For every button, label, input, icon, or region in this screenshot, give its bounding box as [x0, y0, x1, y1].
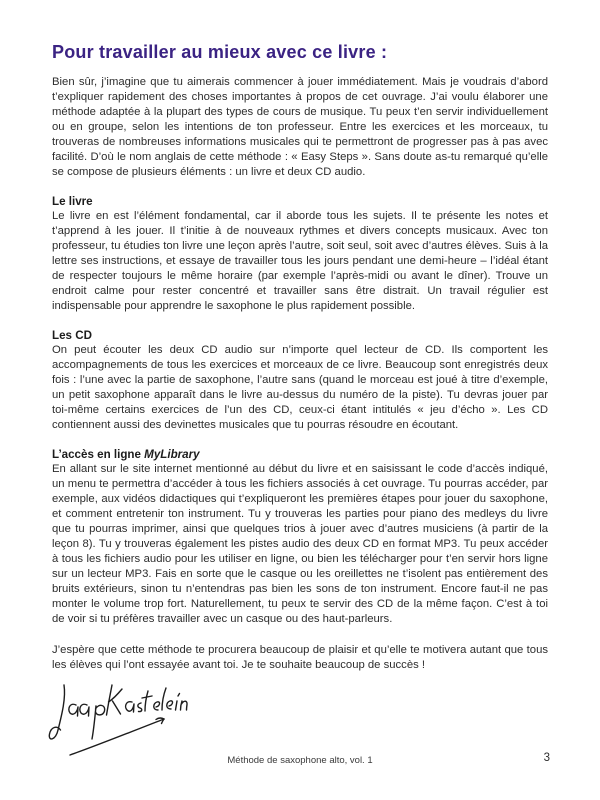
- signature-image: [48, 678, 188, 761]
- footer-book-title: Méthode de saxophone alto, vol. 1: [227, 755, 373, 766]
- section-heading-text: Les CD: [52, 329, 92, 342]
- page-title: Pour travailler au mieux avec ce livre :: [52, 42, 388, 62]
- section-paragraph-acces-en-ligne: En allant sur le site internet mentionné au début du livre et en saisissant le code d’accès indiqué, un menu te permettra d’accéder à tous les fichiers associés à cet ouvrage. Tu pourras accéder, par exemple, aux vidéos didactiques qui t’expliqueront les premières étapes pour jouer du saxophone, et comment entretenir ton instrument. Tu y trouveras les parties pour piano des medleys du livre que tu pourras imprimer, ainsi que quelques trios à jouer avec d’autres musiciens (à partir de la leçon 8). Tu y trouveras également les pistes audio des deux CD en format MP3. Tu peux accéder à tous les fichiers audio pour les utiliser en ligne, ou bien les télécharger pour t’en servir hors ligne sur un lecteur MP3. Fais en sorte que le casque ou les oreillettes ne t’isolent pas entièrement des bruits extérieurs, sinon tu n’entendras pas bien les sons de ton instrument. Encore faut-il ne pas monter le volume trop fort. Naturellement, tu peux te servir des CD de la même façon. C’est à toi de voir si tu préfères travailler avec un casque ou des haut-parleurs.: [52, 463, 548, 625]
- section-heading-italic: MyLibrary: [144, 448, 200, 461]
- author-signature: [48, 678, 188, 761]
- section-paragraph-le-livre: Le livre en est l’élément fondamental, car il aborde tous les sujets. Il te présente les notes et t’apprend à les jouer. Il t’initie à de nouveaux rythmes et divers concepts musicaux. Avec ton professeur, tu étudies ton livre une leçon après l’autre, soit seul, soit avec d’autres élèves. Suis à la lettre ses instructions, et essaye de travailler tous les jours pendant une demi-heure – l’idéal étant de respecter toujours le même horaire (par exemple l’après-midi ou avant le dîner). Trouve un endroit calme pour rester concentré et travailler sans être distrait. Un travail régulier est indispensable pour apprendre le saxophone le plus rapidement possible.: [52, 210, 548, 312]
- section-heading-acces-en-ligne: [52, 447, 548, 462]
- section-heading-text: Le livre: [52, 195, 93, 208]
- intro-paragraph: Bien sûr, j’imagine que tu aimerais commencer à jouer immédiatement. Mais je voudrais d’abord t’expliquer rapidement des choses importantes à propos de cet ouvrage. J’ai voulu élaborer une méthode adaptée à la plupart des types de cours de musique. Tu peux t’en servir individuellement ou en groupe, selon les intentions de ton professeur. Entre les exercices et les morceaux, tu trouveras de nombreuses informations musicales qui te permettront de progresser pas à pas avec facilité. D’où le nom anglais de cette méthode : « Easy Steps ». Sans doute as-tu remarqué qu’elle se compose de plusieurs éléments : un livre et deux CD audio.: [52, 76, 548, 178]
- section-paragraph-les-cd: On peut écouter les deux CD audio sur n’importe quel lecteur de CD. Ils comportent les accompagnements de tous les exercices et morceaux de ce livre. Beaucoup sont enregistrés deux fois : l’une avec la partie de saxophone, l’autre sans (quand le morceau est joué à titre d’exemple, un petit saxophone apparaît dans le livre au-dessus du numéro de la piste). Tu devras jouer par toi-même certains exercices de l’un des CD, ceux-ci étant intitulés « jeu d’écho ». Les CD contiennent aussi des devinettes musicales que tu pourras résoudre en écoutant.: [52, 344, 548, 431]
- page-number: 3: [543, 752, 550, 764]
- page-content: [52, 0, 548, 673]
- section-heading-les-cd: [52, 328, 548, 343]
- section-heading-le-livre: [52, 194, 548, 209]
- section-heading-text: L’accès en ligne: [52, 448, 145, 461]
- closing-paragraph: J’espère que cette méthode te procurera beaucoup de plaisir et qu’elle te motivera autant que tous les élèves qui l’ont essayée avant toi. Je te souhaite beaucoup de succès !: [52, 644, 548, 671]
